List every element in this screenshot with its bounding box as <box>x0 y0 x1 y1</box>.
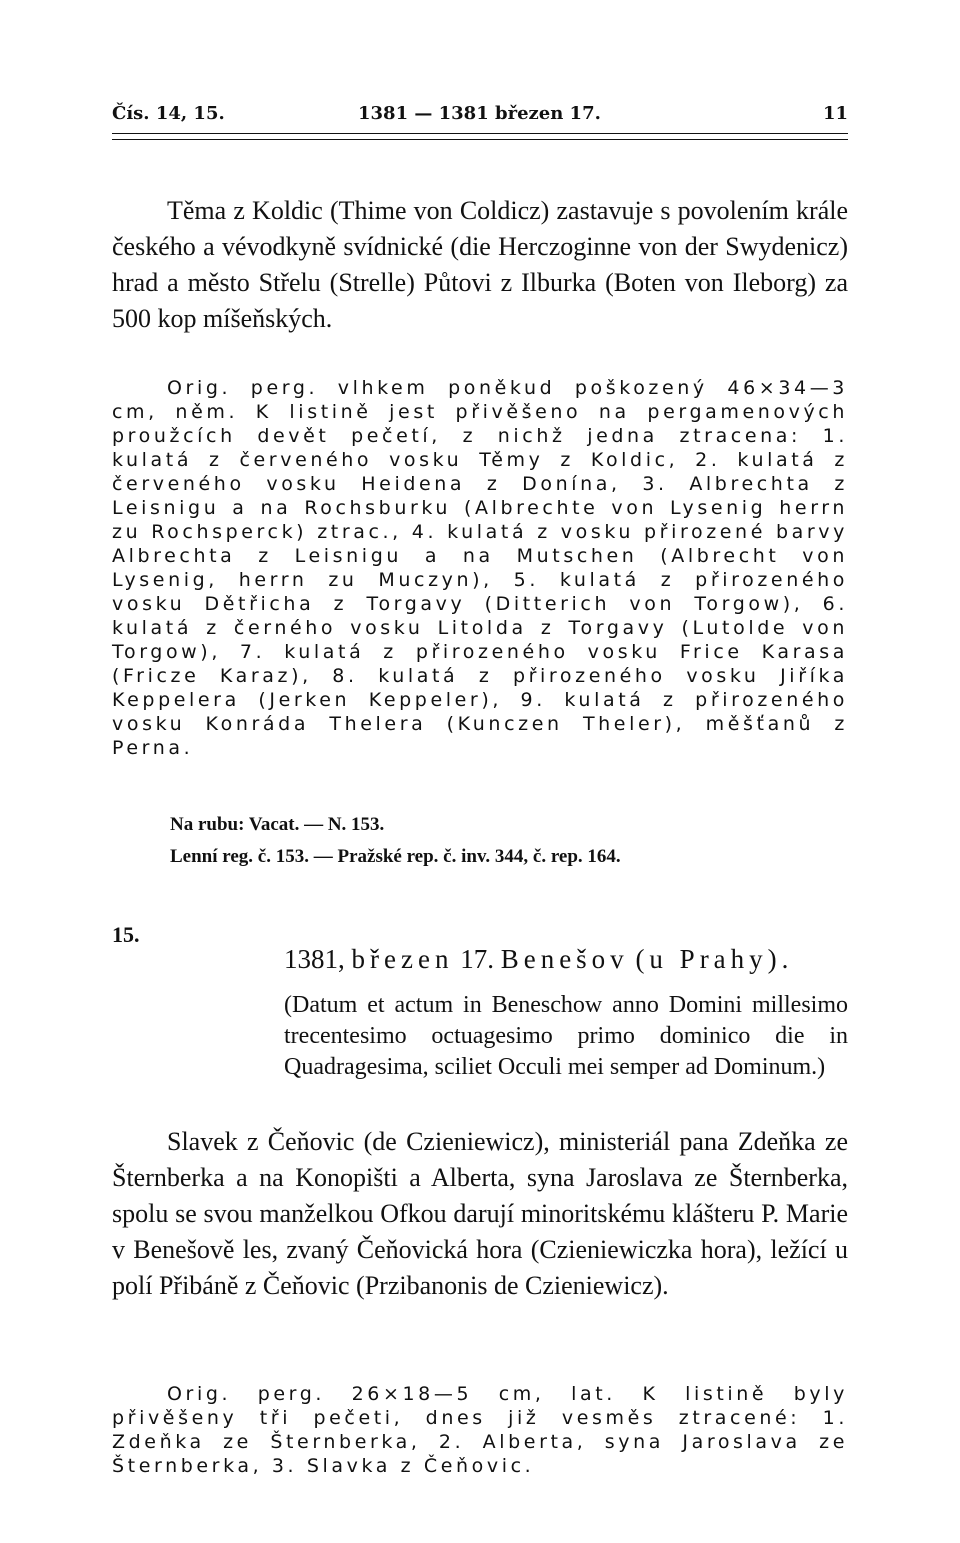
doc15-year: 1381, <box>284 944 345 974</box>
header-rule-top <box>112 133 848 134</box>
doc15-day: 17. <box>460 944 494 974</box>
doc15-description: Orig. perg. 26×18—5 cm, lat. K listině byly přivěšeny tři pečeti, dnes již vesměs ztracené: 1. Zdeňka ze Šternberka, 2. Alberta, syna Jaroslava ze Šternberka, 3. Slavka z Čeňovic. <box>112 1383 848 1477</box>
doc15-date-place <box>284 944 848 975</box>
doc15-place-note: (u Prahy). <box>635 944 794 974</box>
page-header <box>112 103 848 127</box>
doc15-latin-dating: (Datum et actum in Beneschow anno Domini millesimo trecentesimo octuagesimo primo dominico die in Quadragesima, sciliet Occuli mei semper ad Dominum.) <box>284 992 848 1080</box>
doc14-note-back: Na rubu: Vacat. — N. 153. <box>170 814 385 835</box>
doc15-regest: Slavek z Čeňovic (de Czieniewicz), ministeriál pana Zdeňka ze Šternberka a na Konopišti a Alberta, syna Jaroslava ze Šternberka, spolu se svou manželkou Ofkou darují minoritskému klášteru P. Marie v Benešově les, zvaný Čeňovická hora (Czieniewiczka hora), ležící u polí Přibáně z Čeňovic (Przibanonis de Czieniewicz). <box>112 1127 848 1300</box>
header-document-numbers: Čís. 14, 15. <box>112 103 225 124</box>
header-rule-bottom <box>112 139 848 140</box>
doc15-number: 15. <box>112 922 140 947</box>
doc14-description: Orig. perg. vlhkem poněkud poškozený 46×34—3 cm, něm. K listině jest přivěšeno na pergamenových proužcích devět pečetí, z nichž jedna ztracena: 1. kulatá z červeného vosku Těmy z Koldic, 2. kulatá z červeného vosku Heidena z Donína, 3. Albrechta z Leisnigu a na Rochsburku (Albrechte von Lysenig herrn zu Rochsperck) ztrac., 4. kulatá z vosku přirozené barvy Albrechta z Leisnigu a na Mutschen (Albrecht von Lysenig, herrn zu Muczyn), 5. kulatá z přirozeného vosku Dětřicha z Torgavy (Ditterich von Torgow), 6. kulatá z černého vosku Litolda z Torgavy (Lutolde von Torgow), 7. kulatá z přirozeného vosku Frice Karasa (Fricze Karaz), 8. kulatá z přirozeného vosku Jiříka Keppelera (Jerken Keppeler), 9. kulatá z přirozeného vosku Konráda Thelera (Kunczen Theler), měšťanů z Perna. <box>112 377 848 759</box>
doc14-note-register: Lenní reg. č. 153. — Pražské rep. č. inv. 344, č. rep. 164. <box>170 846 621 867</box>
doc14-regest: Těma z Koldic (Thime von Coldicz) zastavuje s povolením krále českého a vévodkyně svídnické (die Herczoginne von der Swydenicz) hrad a město Střelu (Strelle) Půtovi z Ilburka (Boten von Ileborg) za 500 kop míšeňských. <box>112 196 848 333</box>
page-number: 11 <box>822 103 848 124</box>
header-date-range: 1381 — 1381 březen 17. <box>358 103 601 124</box>
doc15-month: březen <box>351 944 454 974</box>
doc15-place: Benešov <box>500 944 629 974</box>
